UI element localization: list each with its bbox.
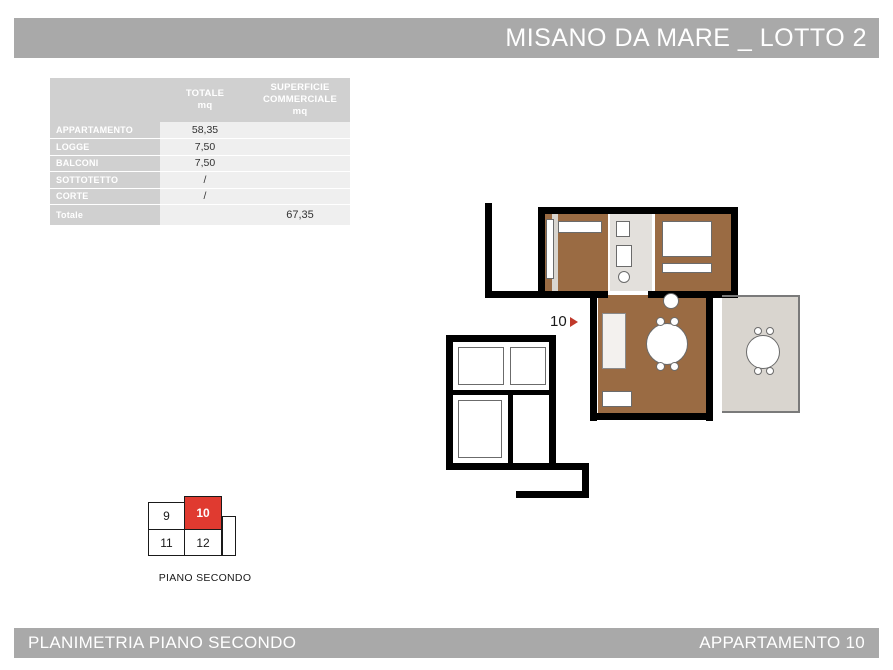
bed-right [662,221,712,257]
table-header-row [50,78,350,122]
wall-stair-left [446,335,453,470]
column-header-commerciale-unit: mq [292,105,308,117]
terrace-chair [754,367,762,375]
row-totale: / [160,172,250,189]
wall-top [538,207,738,214]
round-side-table [663,293,679,309]
footer-title: PLANIMETRIA PIANO SECONDO [28,633,297,652]
column-header-commerciale-label: SUPERFICIE COMMERCIALE [263,82,337,106]
column-header-totale-unit: mq [197,100,213,111]
arrow-marker-icon [570,317,578,327]
keyplan-unit-9[interactable]: 9 [148,502,184,530]
row-commerciale [250,122,350,139]
row-totale: 7,50 [160,139,250,156]
areas-table [50,78,350,226]
row-label: LOGGE [50,139,160,156]
toilet-fixture [618,271,630,283]
total-commerciale: 67,35 [250,205,350,226]
keyplan-caption: PIANO SECONDO [158,572,252,584]
table-total-row [50,205,350,226]
bed-left [558,221,602,233]
row-commerciale [250,139,350,156]
keyplan-stair-block [222,516,236,556]
wall-stair-right [549,335,556,470]
stair-landing [510,347,546,385]
keyplan-unit-10[interactable]: 10 [184,496,222,530]
table-row [50,122,350,139]
row-commerciale [250,172,350,189]
table-corner-cell [50,78,160,122]
terrace-chair [766,327,774,335]
wall-stair-top [446,335,556,342]
wall-h-outer [485,291,540,298]
wall-stair-mid [446,390,556,395]
wall-stair-vert [508,390,513,470]
stair-flight [458,347,504,385]
column-header-totale-label: TOTALE [185,88,225,100]
terrace-edge-top [722,295,800,297]
wall-right-upper [731,207,738,297]
wall-vert-outer [485,203,492,295]
terrace-edge-right [798,295,800,413]
wall-lower-h2 [516,491,588,498]
wall-living-right [706,291,713,421]
wall-living-bottom [590,413,713,420]
dining-table [646,323,688,365]
kitchen-counter [602,391,632,407]
row-label: APPARTAMENTO [50,122,160,139]
chair [656,362,665,371]
shower-fixture [616,245,632,267]
terrace-chair [754,327,762,335]
terrace-chair [766,367,774,375]
chair [656,317,665,326]
keyplan [140,494,310,589]
unit-label-marker [550,313,578,330]
keyplan-unit-12[interactable]: 12 [184,530,222,556]
wall-lower-h [516,463,588,470]
page-title: MISANO DA MARE _ LOTTO 2 [505,23,867,52]
keyplan-diagram [140,494,250,562]
unit-label-text: 10 [550,313,567,330]
wall-left-upper [538,207,545,297]
table-row [50,139,350,156]
column-header-commerciale [250,78,350,122]
table-row [50,188,350,205]
header-bar [14,18,879,58]
row-label: CORTE [50,188,160,205]
row-totale: 58,35 [160,122,250,139]
wardrobe-left [546,219,554,279]
row-label: SOTTOTETTO [50,172,160,189]
footer-apartment: APPARTAMENTO 10 [699,633,865,652]
wall-living-left [590,291,597,421]
row-totale: / [160,188,250,205]
keyplan-unit-11[interactable]: 11 [148,530,184,556]
table-row [50,155,350,172]
row-commerciale [250,188,350,205]
terrace-table [746,335,780,369]
sofa [602,313,626,369]
floor-plan [430,195,800,525]
wall-mid-a [538,291,608,298]
row-commerciale [250,155,350,172]
table-row [50,172,350,189]
wardrobe-right [662,263,712,273]
column-header-totale [160,78,250,122]
sink-fixture [616,221,630,237]
chair [670,317,679,326]
row-label: BALCONI [50,155,160,172]
total-label: Totale [50,205,160,226]
stair-lower [458,400,502,458]
total-totale [160,205,250,226]
terrace-edge-bottom [722,411,800,413]
chair [670,362,679,371]
row-totale: 7,50 [160,155,250,172]
footer-bar [14,628,879,658]
